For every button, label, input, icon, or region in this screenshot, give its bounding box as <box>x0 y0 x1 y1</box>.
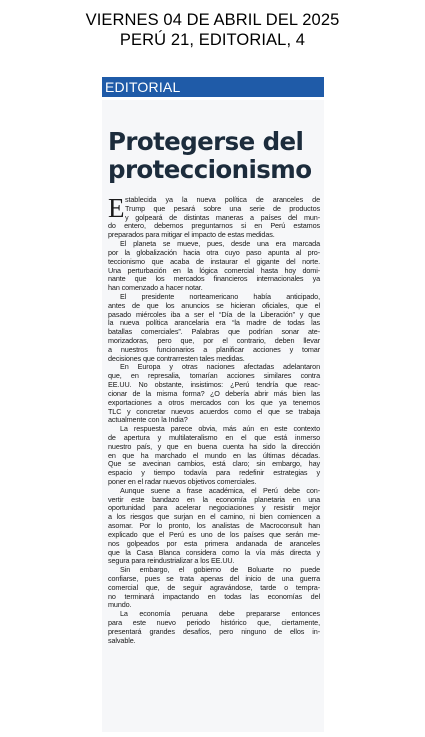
text-line: no terminará impactando en todas las economías del <box>108 591 320 601</box>
headline-line-2: proteccionismo <box>108 155 312 184</box>
text-line: exportaciones a otros mercados con los que ya tenemos <box>108 397 320 407</box>
text-line: han comenzado a hacer notar. <box>108 283 203 293</box>
text-line: segura para reindustrializar a los EE.UU. <box>108 556 235 566</box>
newspaper-clipping <box>102 77 324 732</box>
text-line: asomar. Por lo pronto, los analistas de Macroconsult han <box>108 521 320 531</box>
text-line: que, en represalia, tomarían acciones similares contra <box>108 371 320 381</box>
article-paragraph <box>108 240 320 293</box>
text-line: Trump que pesará sobre una serie de productos <box>125 203 320 213</box>
section-label: EDITORIAL <box>102 77 324 97</box>
article-paragraph <box>108 425 320 487</box>
text-line: poner en el radar nuevos objetivos comerciales. <box>108 477 257 486</box>
text-line: decisiones que contrarresten tales medidas. <box>108 353 245 363</box>
article-paragraph <box>108 193 320 240</box>
text-line: actualmente con la India? <box>108 415 188 425</box>
text-line: El presidente norteamericano había anticipado, <box>120 291 320 301</box>
article-paragraph <box>108 610 320 645</box>
text-line: a los riesgos que surjan en el camino, ni bien comiencen a <box>108 512 320 522</box>
text-line: comercial que, de seguir agravándose, tarde o tempra- <box>108 582 320 592</box>
source-line: PERÚ 21, EDITORIAL, 4 <box>119 31 306 49</box>
text-line: presentará grandes desafíos, pero ninguno de ellos in- <box>108 626 320 636</box>
text-line: en que ha marchado el mundo en las últimas décadas. <box>108 450 320 460</box>
article-body <box>108 193 320 645</box>
text-line: vertir este bandazo en la economía planetaria en una <box>108 494 320 504</box>
text-line: confiarse, pues se trata apenas del inicio de una guerra <box>108 573 320 583</box>
text-line: La respuesta parece obvia, más aún en este contexto <box>120 424 320 434</box>
text-line: stablecida ya la nueva política de aranceles de <box>125 195 320 204</box>
article-paragraph <box>108 566 320 610</box>
text-line: En Europa y otras naciones afectadas adelantaron <box>120 362 320 372</box>
text-line: a nuestros funcionarios a planificar acciones y tomar <box>108 344 320 354</box>
text-line: explicado que el Perú es uno de los países que serán me- <box>108 529 320 539</box>
text-line: preparados para mitigar el impacto de estas medidas. <box>108 230 275 240</box>
text-line: Aunque suene a frase académica, el Perú debe con- <box>120 485 320 495</box>
text-line: espacio y tiempo todavía para redefinir estrategias y <box>108 468 320 478</box>
article-paragraph <box>108 363 320 425</box>
text-line: cionar de la misma forma? ¿O debería abrir más bien las <box>108 388 320 398</box>
text-line: morizadoras, pero que, por el contrario, deben llevar <box>108 336 320 345</box>
text-line: TLC y concretar nuevos acuerdos como el que se trabaja <box>108 406 320 416</box>
clipping-header <box>0 10 425 50</box>
drop-cap: E <box>108 193 125 223</box>
text-line: mundo. <box>108 600 132 610</box>
article-paragraph <box>108 487 320 566</box>
headline-line-1: Protegerse del <box>108 127 304 156</box>
text-line: por la globalización hacia otra cuyo paso apunta al pro- <box>108 247 320 257</box>
text-line: EE.UU. No obstante, insistimos: ¿Perú tendría que reac- <box>108 380 320 390</box>
date-line: VIERNES 04 DE ABRIL DEL 2025 <box>85 11 340 29</box>
text-line: teccionismo que acaba de instaurar el gigante del norte. <box>108 256 320 266</box>
text-line: Una perturbación en la lógica comercial hasta hoy domi- <box>108 265 320 275</box>
text-line: de apertura y multilateralismo en el que está inmerso <box>108 432 320 442</box>
text-line: que la Casa Blanca considera como la vía más directa y <box>108 547 320 557</box>
text-line: La economía peruana debe prepararse entonces <box>120 609 320 619</box>
text-line: Que se avecinan cambios, está claro; sin embargo, hay <box>108 459 320 469</box>
section-divider <box>102 97 324 100</box>
text-line: y golpeará de distintas maneras a países del mun- <box>125 212 320 222</box>
text-line: oportunidad para acelerar negociaciones y resistir mejor <box>108 503 320 513</box>
text-line: Sin embargo, el gobierno de Boluarte no puede <box>120 565 320 575</box>
text-line: pasado miércoles iba a ser el “Día de la Liberación” y que <box>108 309 320 319</box>
text-line: nante que los mercados financieros internacionales ya <box>108 274 320 284</box>
text-line: salvable. <box>108 635 136 645</box>
text-line: batallas comerciales”. Palabras que podrían sonar ate- <box>108 327 320 337</box>
text-line: do entero, debemos preguntarnos si en Perú estamos <box>108 221 320 231</box>
dropcap-block <box>108 193 320 223</box>
article-paragraph <box>108 293 320 364</box>
text-line: antes de que los anuncios se hicieran oficiales, que el <box>108 300 320 310</box>
text-line: nuestro país, y que en buena cuenta ha sido la dirección <box>108 441 320 451</box>
article-headline <box>108 128 324 184</box>
text-line: para este nuevo periodo histórico que, ciertamente, <box>108 618 320 627</box>
text-line: El planeta se mueve, pues, desde una era marcada <box>120 239 320 249</box>
text-line: la nueva política arancelaria era “la madre de todas las <box>108 318 320 328</box>
text-line: nos golpeados por esta primera andanada de aranceles <box>108 538 320 548</box>
